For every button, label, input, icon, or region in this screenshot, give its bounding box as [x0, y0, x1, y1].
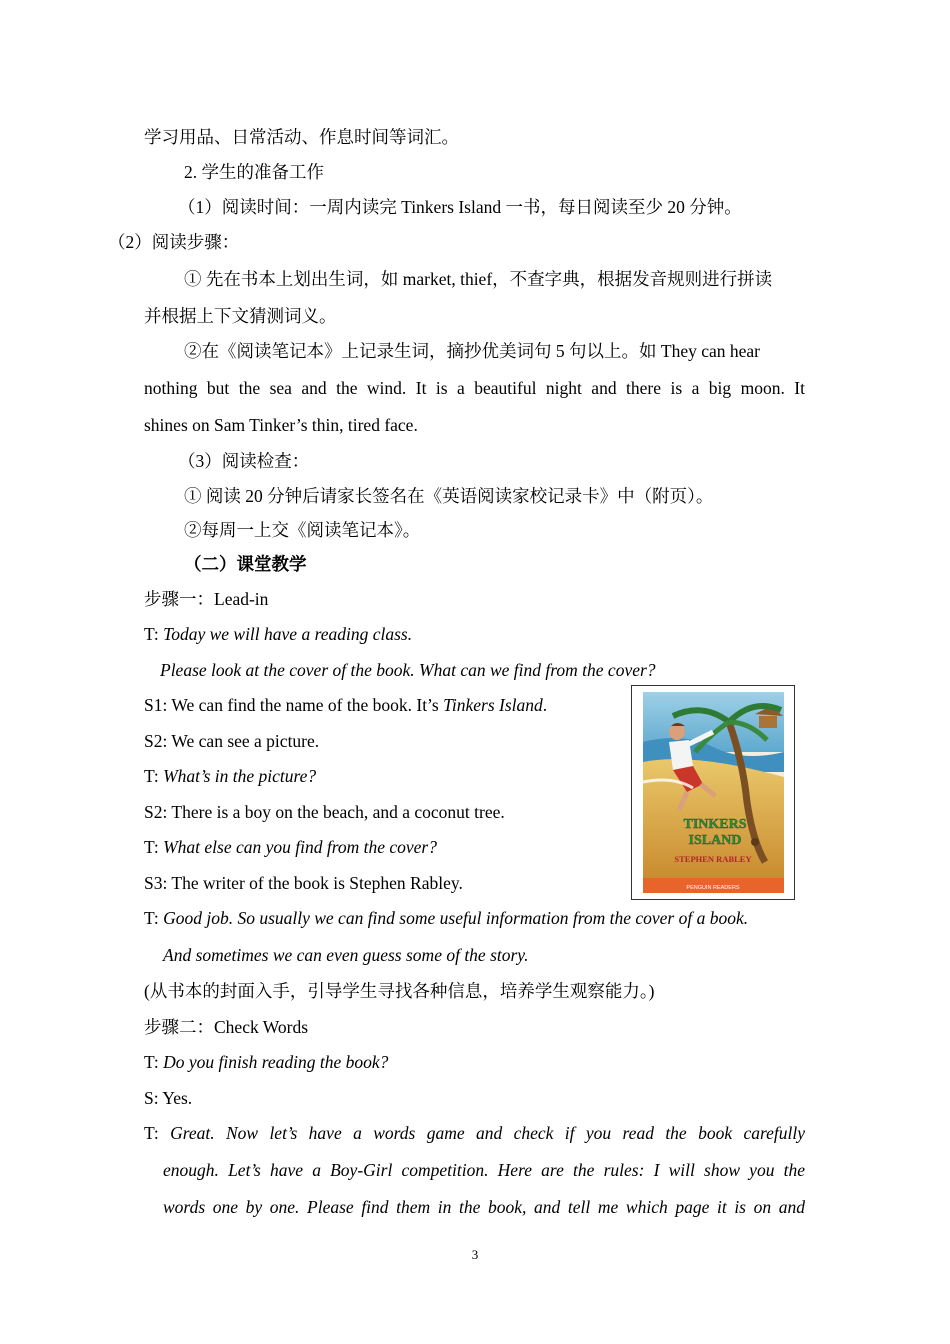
text-line: shines on Sam Tinker’s thin, tired face.: [144, 415, 418, 435]
dialogue-line: [144, 1122, 805, 1144]
speaker: T:: [144, 624, 164, 644]
utterance: S1: We can find the name of the book. It’s: [144, 695, 444, 715]
dialogue-line: S1: We can find the name of the book. It’s Tinkers Island.: [144, 695, 548, 715]
utterance: enough. Let’s have a Boy-Girl competition. Here are the rules: I will show you the: [163, 1160, 805, 1180]
cover-publisher: PENGUIN READERS: [686, 885, 740, 891]
step-heading: 步骤二：Check Words: [144, 1017, 309, 1037]
speaker: T:: [144, 1123, 171, 1143]
utterance: What else can you find from the cover?: [163, 837, 437, 857]
utterance: And sometimes we can even guess some of the story.: [163, 945, 529, 965]
text-line: 学习用品、日常活动、作息时间等词汇。: [144, 127, 459, 147]
text-line: 并根据上下文猜测词义。: [144, 306, 337, 326]
utterance: Good job. So usually we can find some useful information from the cover of a book.: [163, 908, 749, 928]
cover-title-line2: ISLAND: [688, 833, 742, 848]
book-title: Tinkers Island: [443, 695, 543, 715]
text-line: ① 阅读 20 分钟后请家长签名在《英语阅读家校记录卡》中（附页）。: [184, 486, 714, 506]
utterance: Please look at the cover of the book. What can we find from the cover?: [160, 660, 656, 680]
speaker: T:: [144, 766, 164, 786]
dialogue-line: [160, 659, 656, 681]
text-line: ① 先在书本上划出生词，如 market, thief，不查字典，根据发音规则进行拼读: [184, 269, 773, 289]
dialogue-line: S3: The writer of the book is Stephen Rabley.: [144, 873, 463, 893]
section-heading: （二）课堂教学: [184, 554, 307, 574]
note-line: (从书本的封面入手，引导学生寻找各种信息，培养学生观察能力。): [144, 981, 655, 1001]
text-line: （1）阅读时间：一周内读完 Tinkers Island 一书，每日阅读至少 20 分钟。: [178, 197, 742, 217]
dialogue-line: S2: We can see a picture.: [144, 731, 320, 751]
utterance: words one by one. Please find them in the book, and tell me which page it is on and: [163, 1197, 805, 1217]
cover-title-line1: TINKERS: [683, 817, 747, 832]
dialogue-line: [163, 944, 528, 966]
dialogue-line: S: Yes.: [144, 1088, 193, 1108]
dialogue-line: S2: There is a boy on the beach, and a coconut tree.: [144, 802, 505, 822]
book-cover-image: [631, 685, 795, 900]
dialogue-line: [144, 836, 437, 858]
utterance: Do you finish reading the book?: [163, 1052, 389, 1072]
text-line: ②每周一上交《阅读笔记本》。: [184, 520, 421, 540]
utterance: Today we will have a reading class.: [163, 624, 413, 644]
dialogue-line: [163, 1196, 805, 1218]
text-line: （2）阅读步骤：: [108, 232, 240, 252]
text-line: ②在《阅读笔记本》上记录生词，摘抄优美词句 5 句以上。如 They can hear: [184, 341, 760, 361]
dialogue-line: [144, 1051, 388, 1073]
dialogue-line: [144, 623, 412, 645]
utterance: Great. Now let’s have a words game and check if you read the book carefully: [170, 1123, 806, 1143]
step-heading: 步骤一：Lead-in: [144, 589, 269, 609]
text-line: 2. 学生的准备工作: [184, 162, 324, 182]
dialogue-line: [163, 1159, 805, 1181]
dialogue-line: [144, 907, 748, 929]
dialogue-line: [144, 765, 316, 787]
speaker: T:: [144, 1052, 164, 1072]
speaker: T:: [144, 837, 164, 857]
cover-author: STEPHEN RABLEY: [674, 854, 752, 864]
utterance: What’s in the picture?: [163, 766, 317, 786]
book-cover-illustration: [643, 692, 784, 893]
text-line: （3）阅读检查：: [178, 451, 310, 471]
text-line: nothing but the sea and the wind. It is a beautiful night and there is a big moon. It: [144, 378, 805, 398]
page-number: 3: [471, 1247, 479, 1262]
speaker: T:: [144, 908, 164, 928]
